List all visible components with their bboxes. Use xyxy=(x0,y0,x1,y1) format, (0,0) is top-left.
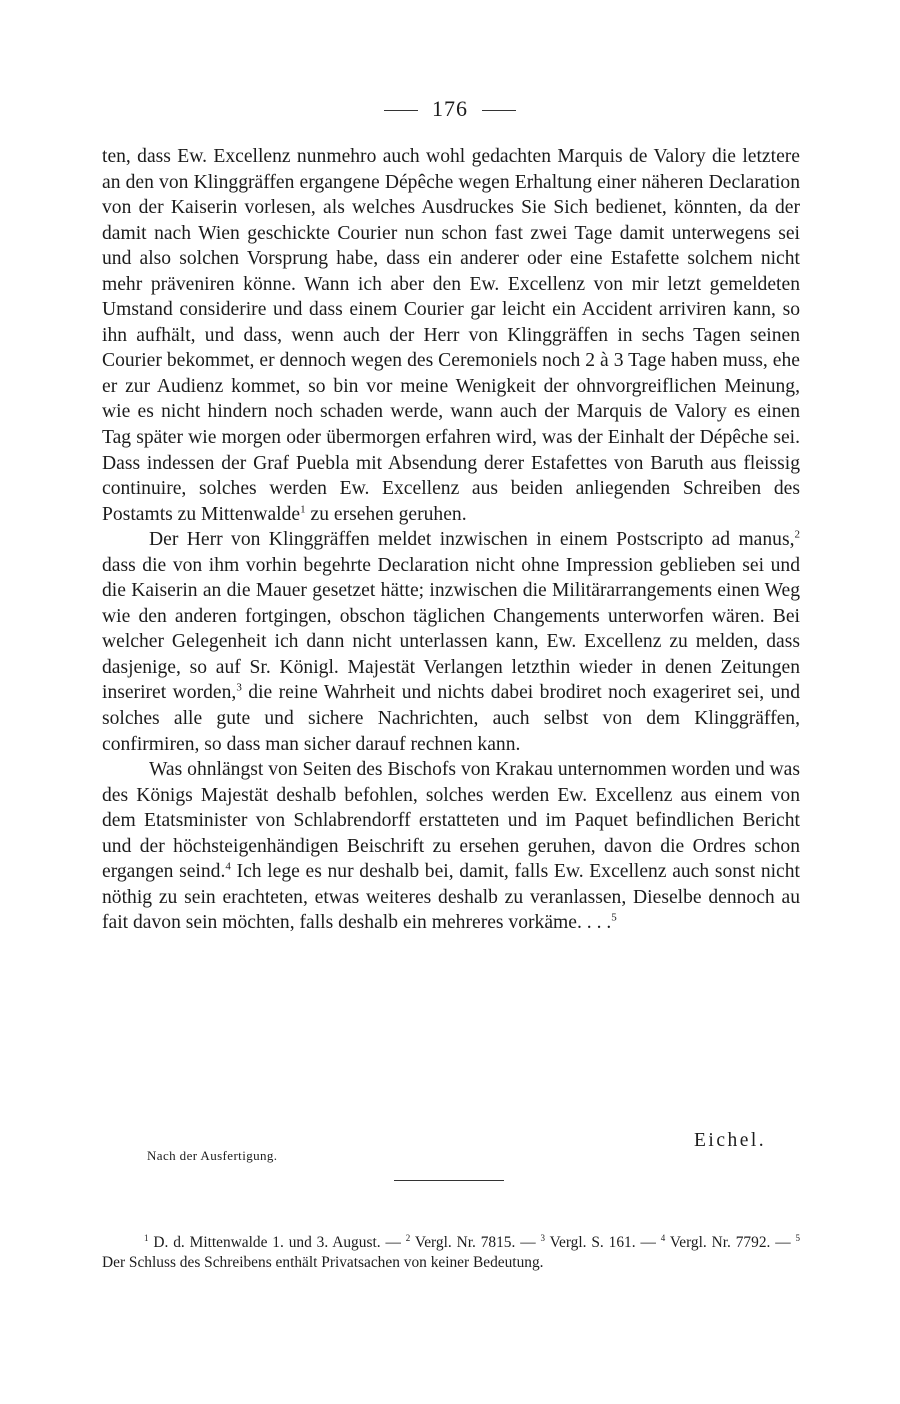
footnote-paragraph xyxy=(102,1233,800,1273)
text-run: die reine Wahrheit und nichts dabei brodiret noch exageriret sei, und solches alle gute und sichere Nachrichten, auch selbst von dem Klinggräffen, confirmiren, so dass man sicher darauf rechnen kann. xyxy=(102,682,800,755)
footnotes xyxy=(102,1233,800,1273)
text-run: Vergl. S. 161. — xyxy=(544,1234,661,1251)
text-run: zu ersehen geruhen. xyxy=(305,503,467,525)
text-run: Ich lege es nur deshalb bei, damit, falls Ew. Excellenz auch sonst nicht nöthig zu sein erachteten, etwas weiteres deshalb zu veranlassen, Dieselbe dennoch au fait davon sein möchten, falls deshalb ein mehreres vorkäme. . . . xyxy=(102,861,800,934)
text-run: Vergl. Nr. 7815. — xyxy=(410,1234,541,1251)
text-run: Vergl. Nr. 7792. — xyxy=(665,1234,796,1251)
paragraph xyxy=(102,527,800,757)
page-header xyxy=(0,96,900,122)
footnote-marker: 3 xyxy=(540,1232,545,1243)
source-note: Nach der Ausfertigung. xyxy=(147,1148,278,1163)
header-dash-right xyxy=(482,110,516,111)
header-dash-left xyxy=(384,110,418,111)
footnote-marker: 2 xyxy=(794,528,800,541)
footnote-marker: 5 xyxy=(795,1232,800,1243)
paragraph xyxy=(102,757,800,936)
text-run: dass die von ihm vorhin begehrte Declaration nicht ohne Impression geblieben sei und die Kaiserin an die Mauer gesetzet hätte; inzwischen die Militärarrangements einen Weg wie den anderen fortgingen, obschon täglichen Changements unterworfen wären. Bei welcher Gelegenheit ich dann nicht unterlassen kann, Ew. Excellenz zu melden, dass dasjenige, so auf Sr. Königl. Majestät Verlangen letzthin wieder in denen Zeitungen inseriret worden, xyxy=(102,554,800,704)
footnote-marker: 3 xyxy=(236,681,242,694)
footnote-marker: 4 xyxy=(225,860,231,873)
footnote-marker: 4 xyxy=(660,1232,666,1243)
paragraph xyxy=(102,144,800,527)
text-run: D. d. Mittenwalde 1. und 3. August. — xyxy=(148,1234,406,1251)
text-run: ten, dass Ew. Excellenz nunmehro auch wohl gedachten Marquis de Valory die letztere an den von Klinggräffen ergangene Dépêche wegen Erhaltung einer näheren Declaration von der Kaiserin vorlesen, als welches Ausdruckes Sie Sich bedienet, könnten, da der damit nach Wien geschickte Courier nun schon fast zwei Tage damit unterwegens sei und also solchen Vorsprung habe, dass ein anderer oder eine Estafette solchem nicht mehr präveniren könne. Wann ich aber den Ew. Excellenz von mir letzt gemeldeten Umstand considerire und dass einem Courier gar leicht ein Accident arriviren kann, so ihn aufhält, und dass, wenn auch der Herr von Klinggräffen in sechs Tagen seinen Courier bekommet, er dennoch wegen des Ceremoniels noch 2 à 3 Tage haben muss, ehe er zur Audienz kommet, so bin vor meine Wenigkeit der ohnvorgreiflichen Meinung, wie es nicht hindern noch schaden werde, wann auch der Marquis de Valory es einen Tag später wie morgen oder übermorgen erfahren wird, was der Einhalt der Dépêche sei. Dass indessen der Graf Puebla mit Absendung derer Estafettes von Baruth aus fleissig continuire, solches werden Ew. Excellenz aus beiden anliegenden Schreiben des Postamts zu Mittenwalde xyxy=(102,146,800,525)
footnote-marker: 1 xyxy=(144,1232,149,1243)
footnote-marker: 1 xyxy=(300,503,306,516)
footnote-marker: 2 xyxy=(405,1232,411,1243)
text-run: Der Herr von Klinggräffen meldet inzwischen in einem Postscripto ad manus, xyxy=(149,529,795,551)
text-run: Was ohnlängst von Seiten des Bischofs von Krakau unternommen worden und was des Königs Majestät deshalb befohlen, solches werden Ew. Excellenz aus einem von dem Etatsminister von Schlabrendorff erstatteten und im Paquet befindlichen Bericht und der höchsteigenhändigen Beischrift zu ersehen geruhen, davon die Ordres schon ergangen seind. xyxy=(102,759,800,883)
letter-body xyxy=(102,144,800,936)
footnote-marker: 5 xyxy=(611,911,617,924)
page-number: 176 xyxy=(432,96,468,121)
signature: Eichel. xyxy=(694,1130,767,1151)
footnote-separator xyxy=(394,1180,504,1181)
text-run: Der Schluss des Schreibens enthält Privatsachen von keiner Bedeutung. xyxy=(102,1254,544,1271)
